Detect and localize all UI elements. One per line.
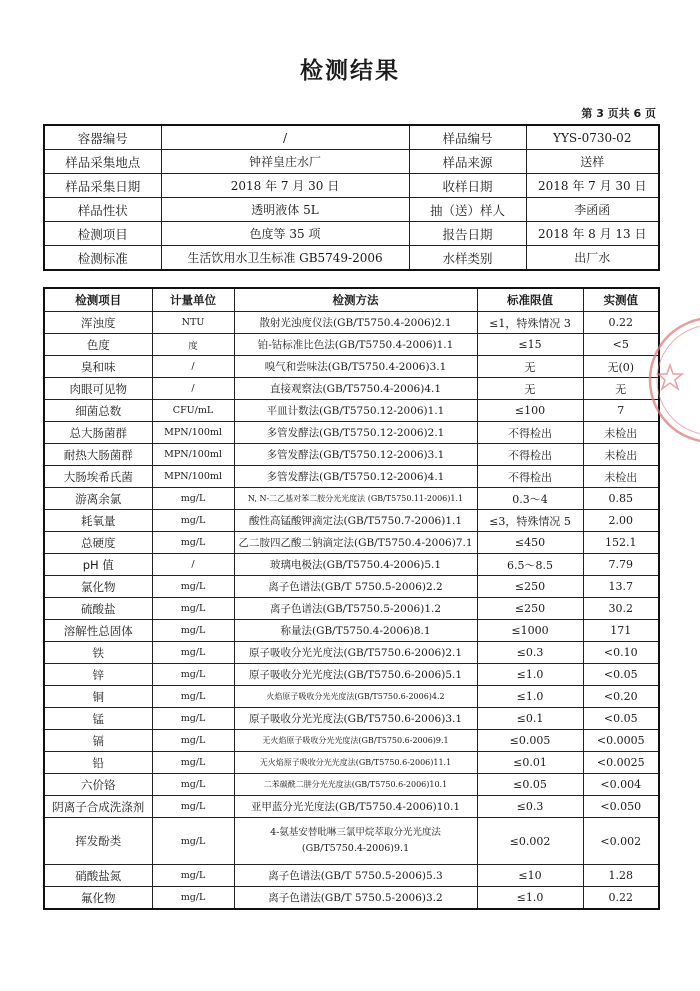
result-value: <0.004	[583, 774, 659, 796]
result-method: 多管发酵法(GB/T5750.12-2006)2.1	[234, 422, 477, 444]
result-value: 0.85	[583, 488, 659, 510]
result-row	[44, 444, 659, 466]
result-unit: mg/L	[152, 730, 234, 752]
result-row	[44, 818, 659, 865]
result-row	[44, 708, 659, 730]
info-value: 透明液体 5L	[161, 198, 409, 222]
info-label: 样品性状	[44, 198, 161, 222]
result-item: 游离余氯	[44, 488, 152, 510]
result-item: 耐热大肠菌群	[44, 444, 152, 466]
header-method: 检测方法	[234, 288, 477, 312]
result-unit: mg/L	[152, 598, 234, 620]
result-item: 耗氧量	[44, 510, 152, 532]
info-label: 样品编号	[409, 125, 526, 150]
info-value: 色度等 35 项	[161, 222, 409, 246]
result-method: 离子色谱法(GB/T5750.5-2006)1.2	[234, 598, 477, 620]
result-item: 硝酸盐氮	[44, 865, 152, 887]
result-limit: ≤0.002	[477, 818, 583, 865]
result-method: 原子吸收分光光度法(GB/T5750.6-2006)3.1	[234, 708, 477, 730]
result-item: 锰	[44, 708, 152, 730]
result-value: <0.10	[583, 642, 659, 664]
results-table	[43, 287, 660, 910]
result-value: 1.28	[583, 865, 659, 887]
info-value: YYS-0730-02	[526, 125, 659, 150]
result-row	[44, 865, 659, 887]
info-value: 2018 年 7 月 30 日	[526, 174, 659, 198]
result-limit: ≤0.005	[477, 730, 583, 752]
result-unit: /	[152, 554, 234, 576]
result-item: 氟化物	[44, 887, 152, 910]
result-row	[44, 356, 659, 378]
page-number: 第 3 页共 6 页	[581, 107, 656, 120]
result-unit: mg/L	[152, 865, 234, 887]
result-method: 无火焰原子吸收分光光度法(GB/T5750.6-2006)9.1	[234, 730, 477, 752]
result-method: 乙二胺四乙酸二钠滴定法(GB/T5750.4-2006)7.1	[234, 532, 477, 554]
result-limit: ≤0.3	[477, 642, 583, 664]
result-row	[44, 532, 659, 554]
result-limit: ≤450	[477, 532, 583, 554]
result-method: 亚甲蓝分光光度法(GB/T5750.4-2006)10.1	[234, 796, 477, 818]
result-method: 原子吸收分光光度法(GB/T5750.6-2006)2.1	[234, 642, 477, 664]
info-label: 检测标准	[44, 246, 161, 271]
result-method: 离子色谱法(GB/T 5750.5-2006)3.2	[234, 887, 477, 910]
result-limit: ≤1，特殊情况 3	[477, 312, 583, 334]
info-label: 容器编号	[44, 125, 161, 150]
info-value: 2018 年 7 月 30 日	[161, 174, 409, 198]
result-method: 散射光浊度仪法(GB/T5750.4-2006)2.1	[234, 312, 477, 334]
result-method: 铂-钴标准比色法(GB/T5750.4-2006)1.1	[234, 334, 477, 356]
info-row	[44, 198, 659, 222]
result-unit: MPN/100ml	[152, 422, 234, 444]
result-row	[44, 752, 659, 774]
result-unit: mg/L	[152, 532, 234, 554]
result-method: 火焰原子吸收分光光度法(GB/T5750.6-2006)4.2	[234, 686, 477, 708]
result-limit: 不得检出	[477, 444, 583, 466]
result-method: 多管发酵法(GB/T5750.12-2006)4.1	[234, 466, 477, 488]
result-value: <0.05	[583, 708, 659, 730]
result-unit: 度	[152, 334, 234, 356]
result-limit: ≤100	[477, 400, 583, 422]
info-value: 出厂水	[526, 246, 659, 271]
result-row	[44, 642, 659, 664]
result-limit: ≤0.3	[477, 796, 583, 818]
results-header-row	[44, 288, 659, 312]
result-value: 7	[583, 400, 659, 422]
result-item: 氯化物	[44, 576, 152, 598]
result-item: 镉	[44, 730, 152, 752]
result-limit: ≤1.0	[477, 686, 583, 708]
result-limit: ≤250	[477, 576, 583, 598]
result-value: 0.22	[583, 312, 659, 334]
result-unit: mg/L	[152, 488, 234, 510]
result-item: 细菌总数	[44, 400, 152, 422]
info-label: 样品采集地点	[44, 150, 161, 174]
result-method: 称量法(GB/T5750.4-2006)8.1	[234, 620, 477, 642]
header-unit: 计量单位	[152, 288, 234, 312]
result-unit: NTU	[152, 312, 234, 334]
result-value: 171	[583, 620, 659, 642]
result-value: 152.1	[583, 532, 659, 554]
info-value: 生活饮用水卫生标准 GB5749-2006	[161, 246, 409, 271]
result-method: 原子吸收分光光度法(GB/T5750.6-2006)5.1	[234, 664, 477, 686]
result-value: 未检出	[583, 466, 659, 488]
result-item: 阴离子合成洗涤剂	[44, 796, 152, 818]
header-item: 检测项目	[44, 288, 152, 312]
result-unit: MPN/100ml	[152, 466, 234, 488]
result-item: 溶解性总固体	[44, 620, 152, 642]
result-limit: 无	[477, 356, 583, 378]
result-row	[44, 378, 659, 400]
info-label: 抽（送）样人	[409, 198, 526, 222]
result-unit: mg/L	[152, 642, 234, 664]
info-label: 检测项目	[44, 222, 161, 246]
info-row	[44, 174, 659, 198]
result-item: 硫酸盐	[44, 598, 152, 620]
info-row	[44, 222, 659, 246]
result-item: 肉眼可见物	[44, 378, 152, 400]
result-row	[44, 422, 659, 444]
header-limit: 标准限值	[477, 288, 583, 312]
info-value: /	[161, 125, 409, 150]
info-row	[44, 246, 659, 271]
result-unit: mg/L	[152, 708, 234, 730]
result-row	[44, 664, 659, 686]
result-unit: mg/L	[152, 774, 234, 796]
result-unit: CFU/mL	[152, 400, 234, 422]
result-row	[44, 466, 659, 488]
result-method: 玻璃电极法(GB/T5750.4-2006)5.1	[234, 554, 477, 576]
result-row	[44, 400, 659, 422]
result-row	[44, 488, 659, 510]
result-limit: 0.3～4	[477, 488, 583, 510]
result-limit: ≤250	[477, 598, 583, 620]
result-limit: 不得检出	[477, 466, 583, 488]
result-value: <5	[583, 334, 659, 356]
result-value: 未检出	[583, 444, 659, 466]
result-unit: mg/L	[152, 686, 234, 708]
result-value: 无(0)	[583, 356, 659, 378]
result-method: N, N-二乙基对苯二胺分光光度法 (GB/T5750.11-2006)1.1	[234, 488, 477, 510]
result-item: 六价铬	[44, 774, 152, 796]
result-row	[44, 598, 659, 620]
result-value: <0.05	[583, 664, 659, 686]
result-method: 嗅气和尝味法(GB/T5750.4-2006)3.1	[234, 356, 477, 378]
page-title: 检测结果	[300, 58, 400, 84]
result-limit: 无	[477, 378, 583, 400]
info-value: 钟祥皇庄水厂	[161, 150, 409, 174]
result-row	[44, 686, 659, 708]
info-row	[44, 125, 659, 150]
result-limit: 不得检出	[477, 422, 583, 444]
result-value: 未检出	[583, 422, 659, 444]
info-value: 李函函	[526, 198, 659, 222]
result-value: <0.002	[583, 818, 659, 865]
result-value: 7.79	[583, 554, 659, 576]
result-item: 臭和味	[44, 356, 152, 378]
result-value: 30.2	[583, 598, 659, 620]
result-row	[44, 510, 659, 532]
result-item: 铁	[44, 642, 152, 664]
result-limit: 6.5～8.5	[477, 554, 583, 576]
result-limit: ≤0.01	[477, 752, 583, 774]
result-unit: mg/L	[152, 887, 234, 910]
result-value: 无	[583, 378, 659, 400]
result-method: 直接观察法(GB/T5750.4-2006)4.1	[234, 378, 477, 400]
result-row	[44, 334, 659, 356]
result-limit: ≤0.1	[477, 708, 583, 730]
result-limit: ≤0.05	[477, 774, 583, 796]
info-label: 水样类别	[409, 246, 526, 271]
result-limit: ≤3，特殊情况 5	[477, 510, 583, 532]
result-unit: mg/L	[152, 664, 234, 686]
result-row	[44, 730, 659, 752]
result-item: 总硬度	[44, 532, 152, 554]
result-row	[44, 774, 659, 796]
info-value: 2018 年 8 月 13 日	[526, 222, 659, 246]
result-unit: MPN/100ml	[152, 444, 234, 466]
result-value: <0.050	[583, 796, 659, 818]
result-item: 铅	[44, 752, 152, 774]
result-method: 离子色谱法(GB/T 5750.5-2006)2.2	[234, 576, 477, 598]
result-unit: mg/L	[152, 620, 234, 642]
result-row	[44, 796, 659, 818]
result-unit: mg/L	[152, 818, 234, 865]
result-unit: mg/L	[152, 752, 234, 774]
result-row	[44, 620, 659, 642]
result-unit: /	[152, 356, 234, 378]
result-item: 浑浊度	[44, 312, 152, 334]
result-method: 4-氨基安替吡啉三氯甲烷萃取分光光度法 (GB/T5750.4-2006)9.1	[234, 818, 477, 865]
sample-info-table	[43, 124, 660, 271]
info-row	[44, 150, 659, 174]
result-unit: mg/L	[152, 576, 234, 598]
result-limit: ≤10	[477, 865, 583, 887]
result-limit: ≤15	[477, 334, 583, 356]
result-limit: ≤1000	[477, 620, 583, 642]
result-method: 酸性高锰酸钾滴定法(GB/T5750.7-2006)1.1	[234, 510, 477, 532]
result-item: 色度	[44, 334, 152, 356]
result-item: pH 值	[44, 554, 152, 576]
result-item: 锌	[44, 664, 152, 686]
result-unit: /	[152, 378, 234, 400]
result-row	[44, 887, 659, 910]
result-item: 铜	[44, 686, 152, 708]
result-method: 无火焰原子吸收分光光度法(GB/T5750.6-2006)11.1	[234, 752, 477, 774]
result-unit: mg/L	[152, 510, 234, 532]
info-label: 样品来源	[409, 150, 526, 174]
result-limit: ≤1.0	[477, 887, 583, 910]
result-item: 大肠埃希氏菌	[44, 466, 152, 488]
result-value: <0.20	[583, 686, 659, 708]
result-row	[44, 576, 659, 598]
header-value: 实测值	[583, 288, 659, 312]
info-label: 样品采集日期	[44, 174, 161, 198]
result-unit: mg/L	[152, 796, 234, 818]
result-value: 0.22	[583, 887, 659, 910]
info-label: 收样日期	[409, 174, 526, 198]
result-row	[44, 554, 659, 576]
result-method: 离子色谱法(GB/T 5750.5-2006)5.3	[234, 865, 477, 887]
result-item: 总大肠菌群	[44, 422, 152, 444]
result-method: 多管发酵法(GB/T5750.12-2006)3.1	[234, 444, 477, 466]
result-row	[44, 312, 659, 334]
result-value: 13.7	[583, 576, 659, 598]
result-value: <0.0025	[583, 752, 659, 774]
result-method: 平皿计数法(GB/T5750.12-2006)1.1	[234, 400, 477, 422]
result-value: 2.00	[583, 510, 659, 532]
result-method: 二苯碳酰二肼分光光度法(GB/T5750.6-2006)10.1	[234, 774, 477, 796]
result-value: <0.0005	[583, 730, 659, 752]
result-item: 挥发酚类	[44, 818, 152, 865]
result-limit: ≤1.0	[477, 664, 583, 686]
info-value: 送样	[526, 150, 659, 174]
info-label: 报告日期	[409, 222, 526, 246]
